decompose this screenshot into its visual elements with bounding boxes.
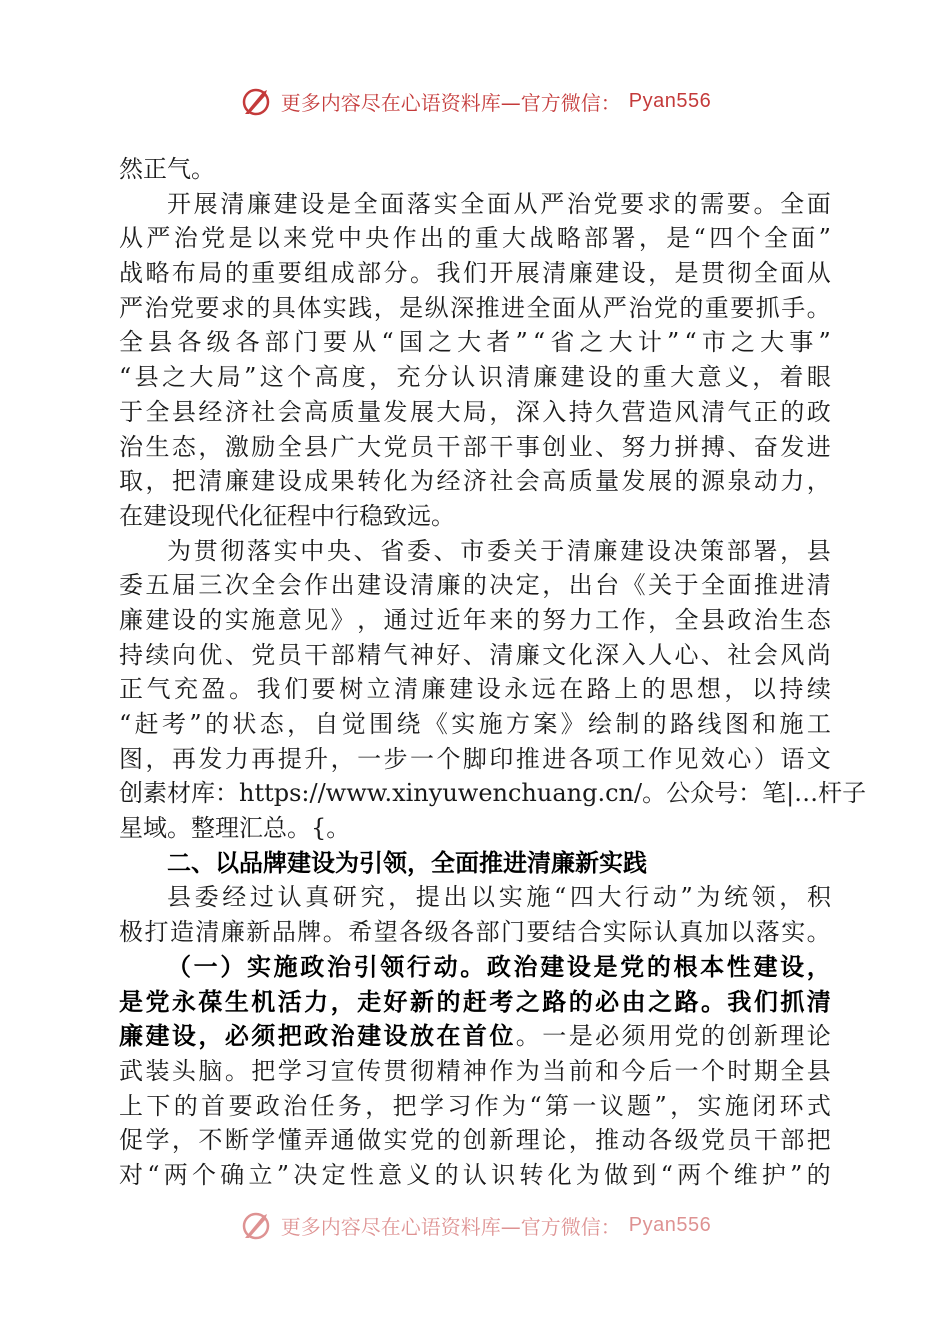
text-line: 开 展 清 廉 建 设 是 全 面 落 实 全 面 从 严 治 党 要 求 的 需 要 。 全 面 <box>167 189 831 218</box>
quill-logo-icon <box>239 84 273 118</box>
text-line: 二、以品牌建设为引领，全面推进清廉新实践 <box>167 847 647 877</box>
text-line: 严 治 党 要 求 的 具 体 实 践 ， 是 纵 深 推 进 全 面 从 严 治 党 的 重 要 抓 手 。 <box>119 293 831 322</box>
text-line: 在建设现代化征程中行稳致远。 <box>119 501 455 530</box>
text-line: 委 五 届 三 次 全 会 作 出 建 设 清 廉 的 决 定 ， 出 台 《 关 于 全 面 推 进 清 <box>119 571 831 600</box>
text-line: 廉 建 设 的 实 施 意 见 》 ， 通 过 近 年 来 的 努 力 工 作 ， 全 县 政 治 生 态 <box>119 605 831 634</box>
text-line: 治 生 态 ， 激 励 全 县 广 大 党 员 干 部 干 事 创 业 、 努 力 拼 搏 、 奋 发 进 <box>119 432 831 461</box>
watermark-banner-bottom <box>0 1208 950 1242</box>
text-line: 廉 建 设 ， 必 须 把 政 治 建 设 放 在 首 位 。 一 是 必 须 用 党 的 创 新 理 论 <box>119 1021 831 1051</box>
text-line: 然正气。 <box>119 155 215 183</box>
watermark-banner-top <box>0 84 950 118</box>
text-line: 极 打 造 清 廉 新 品 牌 。 希 望 各 级 各 部 门 要 结 合 实 际 认 真 加 以 落 实 。 <box>119 918 831 947</box>
text-line: 取 ， 把 清 廉 建 设 成 果 转 化 为 经 济 社 会 高 质 量 发 展 的 源 泉 动 力 ， <box>119 467 831 496</box>
quill-logo-icon <box>239 1208 273 1242</box>
text-line: 武 装 头 脑 。 把 学 习 宣 传 贯 彻 精 神 作 为 当 前 和 今 后 一 个 时 期 全 县 <box>119 1056 831 1085</box>
document-body <box>119 152 867 1193</box>
text-line: 于 全 县 经 济 社 会 高 质 量 发 展 大 局 ， 深 入 持 久 营 造 风 清 气 正 的 政 <box>119 397 831 426</box>
text-line: 创素材库：https://www.xinyuwenchuang.cn/。公众号：笔|…杆子 <box>119 779 867 808</box>
text-line: 图 ， 再 发 力 再 提 升 ， 一 步 一 个 脚 印 推 进 各 项 工 作 见 效 心 ） 语 文 <box>119 744 831 773</box>
watermark-wechat: Pyan556 <box>628 1213 712 1236</box>
watermark-wechat: Pyan556 <box>628 89 712 112</box>
text-line: 星域。整理汇总。{。 <box>119 814 351 843</box>
watermark-text: 更多内容尽在心语资料库—官方微信： <box>280 1214 621 1239</box>
text-line: 正 气 充 盈 。 我 们 要 树 立 清 廉 建 设 永 远 在 路 上 的 思 想 ， 以 持 续 <box>119 675 831 704</box>
text-line: 上 下 的 首 要 政 治 任 务 ， 把 学 习 作 为 “ 第 一 议 题 ” ， 实 施 闭 环 式 <box>119 1091 831 1120</box>
text-line: 促 学 ， 不 断 学 懂 弄 通 做 实 党 的 创 新 理 论 ， 推 动 各 级 党 员 干 部 把 <box>119 1126 831 1155</box>
text-line: 为 贯 彻 落 实 中 央 、 省 委 、 市 委 关 于 清 廉 建 设 决 策 部 署 ， 县 <box>167 536 831 565</box>
text-line: 战 略 布 局 的 重 要 组 成 部 分 。 我 们 开 展 清 廉 建 设 ， 是 贯 彻 全 面 从 <box>119 259 831 288</box>
text-line: 对 “ 两 个 确 立 ” 决 定 性 意 义 的 认 识 转 化 为 做 到 “ 两 个 维 护 ” 的 <box>119 1160 831 1189</box>
watermark-text: 更多内容尽在心语资料库—官方微信： <box>280 90 621 115</box>
text-line: （ 一 ） 实 施 政 治 引 领 行 动 。 政 治 建 设 是 党 的 根 本 性 建 设 ， <box>167 951 831 981</box>
text-line: “ 赶 考 ” 的 状 态 ， 自 觉 围 绕 《 实 施 方 案 》 绘 制 的 路 线 图 和 施 工 <box>119 710 831 738</box>
text-line: 全 县 各 级 各 部 门 要 从 “ 国 之 大 者 ” “ 省 之 大 计 ” “ 市 之 大 事 ” <box>119 328 831 357</box>
text-line: “ 县 之 大 局 ” 这 个 高 度 ， 充 分 认 识 清 廉 建 设 的 重 大 意 义 ， 着 眼 <box>119 363 831 392</box>
text-line: 持 续 向 优 、 党 员 干 部 精 气 神 好 、 清 廉 文 化 深 入 人 心 、 社 会 风 尚 <box>119 640 831 669</box>
text-line: 是 党 永 葆 生 机 活 力 ， 走 好 新 的 赶 考 之 路 的 必 由 之 路 。 我 们 抓 清 <box>119 986 831 1016</box>
text-line: 从 严 治 党 是 以 来 党 中 央 作 出 的 重 大 战 略 部 署 ， 是 “ 四 个 全 面 ” <box>119 224 831 253</box>
text-line: 县 委 经 过 认 真 研 究 ， 提 出 以 实 施 “ 四 大 行 动 ” 为 统 领 ， 积 <box>167 883 831 912</box>
